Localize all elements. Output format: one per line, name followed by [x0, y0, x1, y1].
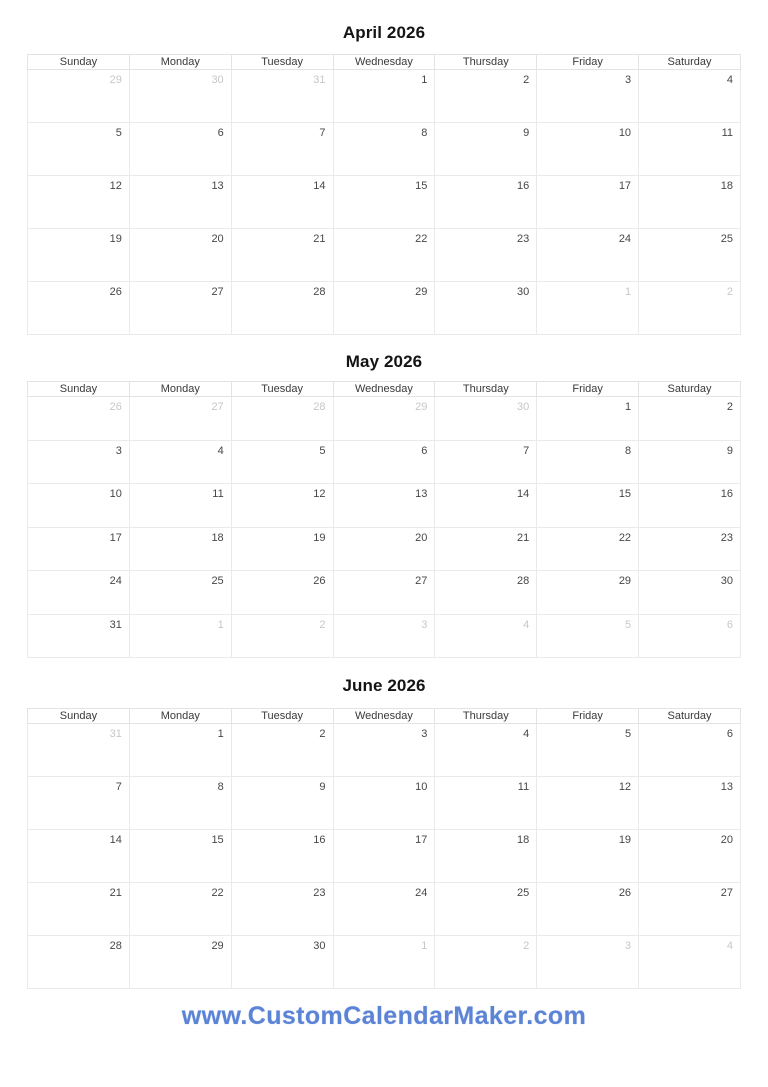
day-cell: 16 [639, 484, 741, 528]
day-cell: 25 [639, 229, 741, 282]
week-row [28, 614, 741, 658]
week-row [28, 883, 741, 936]
day-cell-adjacent-month: 5 [537, 614, 639, 658]
day-cell: 11 [639, 123, 741, 176]
day-cell: 1 [537, 397, 639, 441]
day-cell: 17 [537, 176, 639, 229]
day-cell: 15 [537, 484, 639, 528]
day-cell: 15 [129, 830, 231, 883]
month-section-june [27, 658, 741, 989]
day-cell: 22 [537, 527, 639, 571]
weekday-header: Thursday [435, 55, 537, 70]
day-cell: 25 [129, 571, 231, 615]
day-cell: 12 [28, 176, 130, 229]
day-cell-adjacent-month: 30 [435, 397, 537, 441]
day-cell: 5 [231, 440, 333, 484]
day-cell-adjacent-month: 30 [129, 70, 231, 123]
month-section-may [27, 335, 741, 658]
day-cell: 29 [129, 936, 231, 989]
day-cell: 8 [129, 777, 231, 830]
day-cell: 25 [435, 883, 537, 936]
day-cell-adjacent-month: 29 [28, 70, 130, 123]
weekday-header: Thursday [435, 709, 537, 724]
watermark-website-text: www.CustomCalendarMaker.com [181, 1002, 587, 1030]
day-cell: 9 [231, 777, 333, 830]
day-cell: 17 [333, 830, 435, 883]
month-title-june: June 2026 [342, 676, 426, 695]
day-cell: 27 [639, 883, 741, 936]
day-cell-adjacent-month: 4 [435, 614, 537, 658]
day-cell: 26 [231, 571, 333, 615]
day-cell-adjacent-month: 6 [639, 614, 741, 658]
day-cell: 16 [435, 176, 537, 229]
weekday-header: Saturday [639, 55, 741, 70]
day-cell: 9 [639, 440, 741, 484]
day-cell: 17 [28, 527, 130, 571]
week-row [28, 936, 741, 989]
day-cell: 19 [537, 830, 639, 883]
week-row [28, 440, 741, 484]
weekday-header: Friday [537, 709, 639, 724]
day-cell: 27 [129, 282, 231, 335]
day-cell: 28 [231, 282, 333, 335]
day-cell: 3 [333, 724, 435, 777]
day-cell: 10 [537, 123, 639, 176]
day-cell: 14 [28, 830, 130, 883]
day-cell: 24 [333, 883, 435, 936]
day-cell: 15 [333, 176, 435, 229]
day-cell-adjacent-month: 2 [231, 614, 333, 658]
day-cell: 24 [28, 571, 130, 615]
day-cell: 6 [333, 440, 435, 484]
day-cell: 21 [231, 229, 333, 282]
day-cell-adjacent-month: 1 [537, 282, 639, 335]
week-row [28, 282, 741, 335]
weekday-header: Thursday [435, 382, 537, 397]
weekday-header: Monday [129, 382, 231, 397]
day-cell: 20 [129, 229, 231, 282]
day-cell: 13 [639, 777, 741, 830]
day-cell: 28 [28, 936, 130, 989]
weekday-header: Sunday [28, 55, 130, 70]
day-cell: 19 [28, 229, 130, 282]
day-cell: 31 [28, 614, 130, 658]
weekday-header: Tuesday [231, 709, 333, 724]
day-cell: 10 [333, 777, 435, 830]
day-cell: 2 [231, 724, 333, 777]
day-cell: 30 [231, 936, 333, 989]
day-cell: 11 [129, 484, 231, 528]
day-cell: 10 [28, 484, 130, 528]
day-cell-adjacent-month: 3 [537, 936, 639, 989]
weekday-header-row [28, 55, 741, 70]
weekday-header-row [28, 382, 741, 397]
weekday-header-row [28, 709, 741, 724]
week-row [28, 830, 741, 883]
day-cell: 13 [129, 176, 231, 229]
day-cell: 30 [435, 282, 537, 335]
day-cell: 12 [537, 777, 639, 830]
day-cell: 30 [639, 571, 741, 615]
day-cell: 12 [231, 484, 333, 528]
day-cell: 29 [333, 282, 435, 335]
day-cell-adjacent-month: 31 [231, 70, 333, 123]
day-cell: 20 [333, 527, 435, 571]
week-row [28, 571, 741, 615]
day-cell: 21 [28, 883, 130, 936]
weekday-header: Friday [537, 382, 639, 397]
week-row [28, 527, 741, 571]
day-cell-adjacent-month: 2 [639, 282, 741, 335]
day-cell: 26 [28, 282, 130, 335]
weekday-header: Wednesday [333, 382, 435, 397]
day-cell: 27 [333, 571, 435, 615]
month-title-may: May 2026 [345, 352, 423, 371]
week-row [28, 724, 741, 777]
day-cell-adjacent-month: 26 [28, 397, 130, 441]
week-row [28, 777, 741, 830]
day-cell: 6 [639, 724, 741, 777]
day-cell: 24 [537, 229, 639, 282]
day-cell: 7 [435, 440, 537, 484]
calendar-grid-april [27, 54, 741, 335]
day-cell-adjacent-month: 27 [129, 397, 231, 441]
day-cell: 7 [231, 123, 333, 176]
day-cell: 7 [28, 777, 130, 830]
day-cell-adjacent-month: 29 [333, 397, 435, 441]
day-cell: 4 [129, 440, 231, 484]
day-cell: 3 [537, 70, 639, 123]
calendar-grid-june [27, 708, 741, 989]
day-cell: 19 [231, 527, 333, 571]
day-cell: 8 [333, 123, 435, 176]
day-cell-adjacent-month: 1 [333, 936, 435, 989]
day-cell: 18 [639, 176, 741, 229]
day-cell: 6 [129, 123, 231, 176]
day-cell: 14 [435, 484, 537, 528]
day-cell: 21 [435, 527, 537, 571]
day-cell: 4 [435, 724, 537, 777]
day-cell: 11 [435, 777, 537, 830]
week-row [28, 123, 741, 176]
day-cell: 13 [333, 484, 435, 528]
day-cell: 2 [639, 397, 741, 441]
week-row [28, 176, 741, 229]
day-cell: 3 [28, 440, 130, 484]
day-cell: 18 [435, 830, 537, 883]
day-cell-adjacent-month: 1 [129, 614, 231, 658]
calendar-page [27, 0, 741, 1031]
weekday-header: Monday [129, 55, 231, 70]
week-row [28, 484, 741, 528]
weekday-header: Sunday [28, 382, 130, 397]
weekday-header: Tuesday [231, 55, 333, 70]
day-cell: 14 [231, 176, 333, 229]
weekday-header: Tuesday [231, 382, 333, 397]
day-cell: 9 [435, 123, 537, 176]
month-title-april: April 2026 [342, 23, 426, 42]
weekday-header: Friday [537, 55, 639, 70]
week-row [28, 70, 741, 123]
month-section-april [27, 0, 741, 335]
weekday-header: Monday [129, 709, 231, 724]
day-cell: 23 [639, 527, 741, 571]
day-cell: 18 [129, 527, 231, 571]
weekday-header: Wednesday [333, 55, 435, 70]
week-row [28, 229, 741, 282]
day-cell: 1 [333, 70, 435, 123]
day-cell: 5 [28, 123, 130, 176]
day-cell: 5 [537, 724, 639, 777]
day-cell: 23 [231, 883, 333, 936]
day-cell: 4 [639, 70, 741, 123]
day-cell-adjacent-month: 28 [231, 397, 333, 441]
weekday-header: Saturday [639, 382, 741, 397]
day-cell: 8 [537, 440, 639, 484]
day-cell: 1 [129, 724, 231, 777]
day-cell: 20 [639, 830, 741, 883]
weekday-header: Sunday [28, 709, 130, 724]
weekday-header: Saturday [639, 709, 741, 724]
day-cell: 23 [435, 229, 537, 282]
day-cell: 16 [231, 830, 333, 883]
day-cell-adjacent-month: 3 [333, 614, 435, 658]
day-cell: 29 [537, 571, 639, 615]
day-cell: 28 [435, 571, 537, 615]
calendar-grid-may [27, 381, 741, 658]
day-cell-adjacent-month: 2 [435, 936, 537, 989]
day-cell: 2 [435, 70, 537, 123]
day-cell: 22 [129, 883, 231, 936]
day-cell-adjacent-month: 4 [639, 936, 741, 989]
week-row [28, 397, 741, 441]
day-cell: 26 [537, 883, 639, 936]
weekday-header: Wednesday [333, 709, 435, 724]
day-cell: 22 [333, 229, 435, 282]
day-cell-adjacent-month: 31 [28, 724, 130, 777]
